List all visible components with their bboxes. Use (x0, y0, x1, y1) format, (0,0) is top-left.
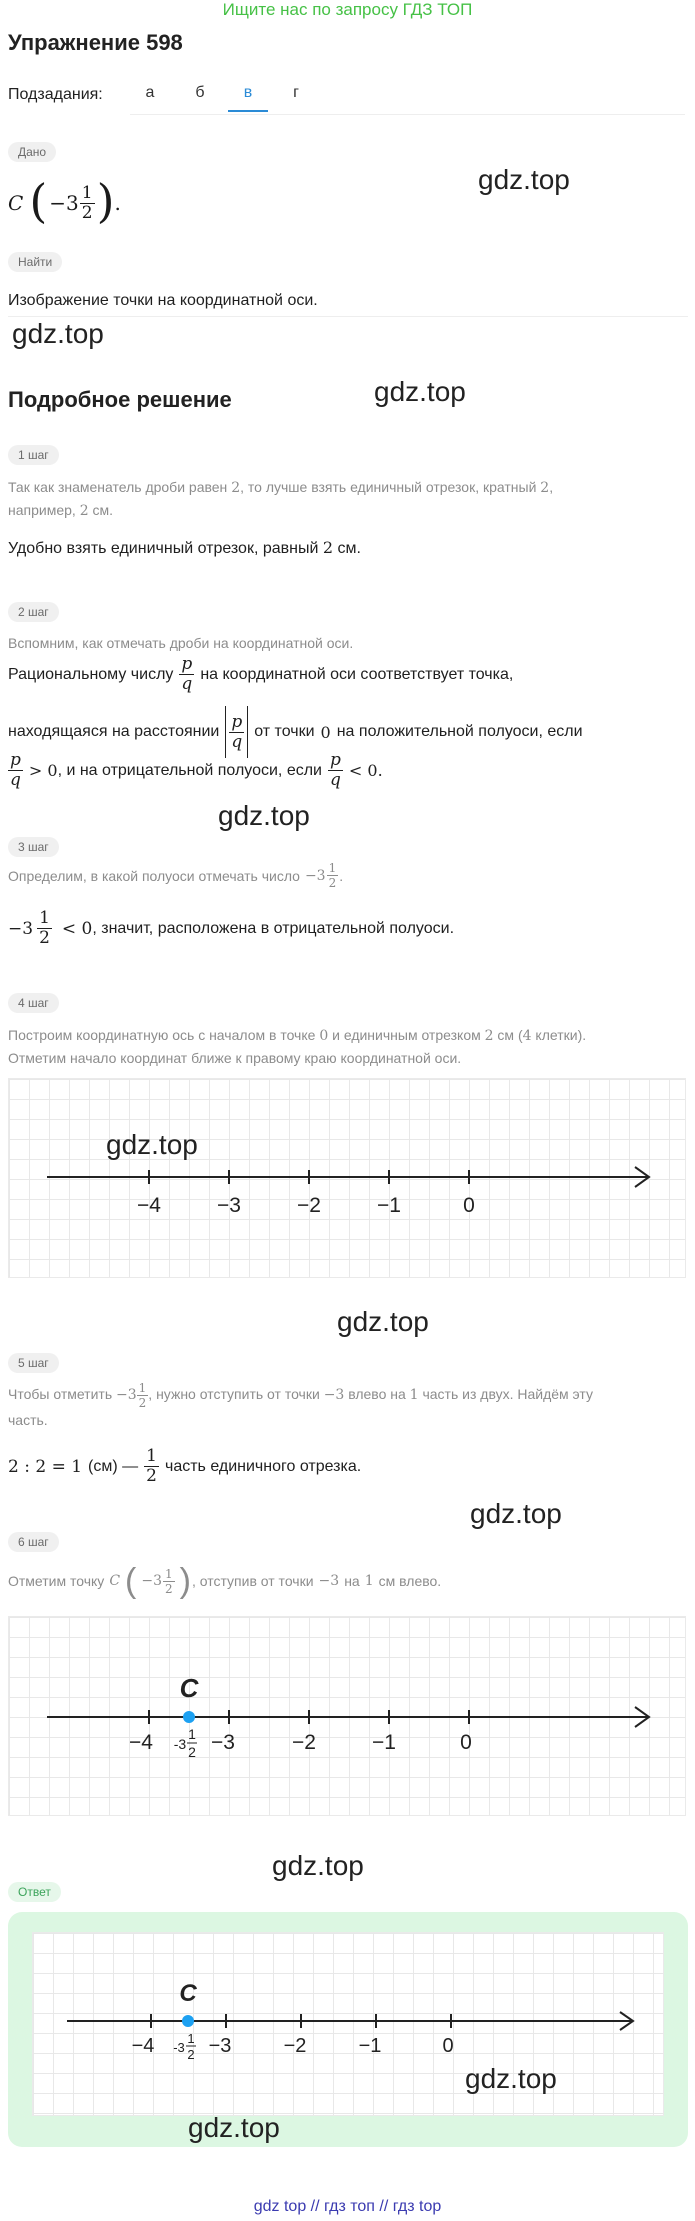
fraction (144, 1448, 159, 1485)
text: и единичным отрезком (328, 1027, 485, 1043)
number: 2 (79, 503, 89, 519)
given-point-letter: C (8, 191, 24, 215)
subtask-tab-a[interactable]: а (145, 84, 155, 101)
point-value-num: 1 (188, 1726, 196, 1742)
given-frac-den: 2 (81, 202, 93, 223)
fraction (163, 1568, 175, 1595)
number: 0 (320, 722, 331, 742)
text: влево на (348, 1386, 406, 1403)
frac-num: p (181, 654, 193, 674)
subtask-tab-b[interactable]: б (195, 84, 205, 101)
step-2-line-1 (8, 656, 513, 693)
footer-links (0, 2198, 695, 2216)
watermark: gdz.top (337, 1306, 429, 1337)
tick-label: −4 (137, 1194, 161, 1217)
solution-title: Подробное решение (8, 387, 232, 412)
text: . (339, 867, 344, 884)
given-frac-num: 1 (81, 182, 93, 203)
frac-den: 2 (328, 876, 337, 890)
step-3-explanation (8, 862, 343, 889)
step-1-main (8, 538, 361, 558)
tick-label: −1 (377, 1194, 401, 1217)
text: , значит, расположена в отрицательной полуоси. (92, 919, 455, 937)
answer-badge: Ответ (8, 1882, 61, 1902)
tick-label: 0 (442, 2035, 454, 2057)
paren: ( (125, 1562, 137, 1600)
inequality: < 0 (61, 918, 93, 939)
text: часть. (8, 1412, 48, 1428)
point-c-label: C (179, 1980, 197, 2007)
frac-den: 2 (165, 1581, 173, 1596)
fraction (37, 910, 52, 947)
frac-num: p (330, 750, 341, 770)
watermark: gdz.top (188, 2112, 280, 2143)
number-line (9, 1079, 685, 1277)
watermark: gdz.top (106, 1129, 198, 1160)
step-4-explanation (8, 1024, 693, 1069)
number: 2 (322, 538, 334, 557)
number: 1 (364, 1573, 374, 1589)
point-value-whole: -3 (173, 1736, 187, 1752)
step-1-badge: 1 шаг (8, 445, 59, 465)
tick-label: −4 (131, 2035, 155, 2057)
frac-den: q (330, 770, 341, 790)
text: Рациональному числу (8, 665, 174, 683)
text: от точки (254, 723, 315, 740)
number: −3 (116, 1387, 137, 1404)
number: −3 (141, 1573, 162, 1589)
footer-link-gdz-top-ru[interactable]: гдз топ (324, 2198, 375, 2215)
footer-link-gdz-top[interactable]: gdz top (253, 2198, 307, 2215)
text: см ( (493, 1027, 523, 1043)
frac-num: p (10, 750, 21, 770)
tick-label: −2 (283, 2035, 307, 2057)
separator: // (379, 2198, 389, 2215)
frac-den: q (181, 674, 193, 694)
page-title: Упражнение 598 (8, 30, 183, 55)
point-value-den: 2 (187, 2047, 195, 2062)
subtask-tab-v[interactable]: в (228, 84, 268, 112)
text: на положительной полуоси, если (336, 723, 583, 740)
text: см. (333, 540, 361, 557)
watermark: gdz.top (374, 376, 466, 407)
point-c-marker (182, 2015, 194, 2027)
step-5-calc (8, 1448, 361, 1485)
text: см. (88, 502, 114, 518)
frac-num: 1 (328, 861, 337, 875)
separator: // (310, 2198, 320, 2215)
text: на (344, 1573, 360, 1589)
fraction (137, 1382, 149, 1409)
tick-label: −3 (217, 1194, 241, 1217)
number: 4 (522, 1028, 532, 1044)
number: 2 (231, 480, 241, 496)
step-2-line-2 (8, 706, 583, 758)
fraction-p-q (229, 711, 244, 752)
point-letter: C (109, 1573, 121, 1589)
given-badge: Дано (8, 142, 56, 162)
text: часть единичного отрезка. (164, 1457, 362, 1475)
number: −3 (8, 918, 34, 939)
inequality: > 0 (28, 761, 58, 780)
fraction-p-q (8, 752, 23, 789)
frac-den: 2 (146, 1466, 157, 1486)
text: Отметим начало координат ближе к правому краю координатной оси. (8, 1050, 462, 1066)
watermark: gdz.top (218, 800, 310, 831)
tick-label: −3 (208, 2035, 232, 2057)
text: , отступив от точки (191, 1573, 314, 1589)
text: , (549, 479, 554, 495)
watermark: gdz.top (470, 1498, 562, 1529)
given-close-paren: ) (96, 174, 115, 228)
tick-label: −2 (297, 1194, 321, 1217)
text: Удобно взять единичный отрезок, равный (8, 540, 323, 557)
fraction-p-q (179, 656, 194, 693)
text: , нужно отступить от точки (148, 1386, 320, 1403)
frac-num: 1 (39, 908, 50, 928)
text: , и на отрицательной полуоси, если (57, 761, 322, 779)
point-value-den: 2 (188, 1744, 196, 1760)
tick-label: −1 (372, 1731, 396, 1754)
find-badge: Найти (8, 252, 62, 272)
given-open-paren: ( (29, 174, 48, 228)
text: см влево. (378, 1573, 442, 1589)
text: например, (8, 502, 80, 518)
step-5-badge: 5 шаг (8, 1353, 59, 1373)
given-whole: −3 (49, 191, 79, 215)
watermark: gdz.top (12, 318, 104, 349)
frac-den: q (10, 770, 21, 790)
step-1-explanation (8, 476, 678, 522)
tabs-divider (130, 114, 685, 115)
text: Построим координатную ось с началом в точке (8, 1027, 320, 1043)
point-c-label: C (179, 1673, 199, 1703)
watermark: gdz.top (478, 164, 570, 195)
tick-label: −1 (358, 2035, 382, 2057)
number-line (9, 1617, 685, 1815)
number: −3 (304, 867, 326, 884)
paren: ) (179, 1562, 191, 1600)
text: Чтобы отметить (8, 1386, 113, 1403)
text: Отметим точку (8, 1573, 105, 1589)
number: −3 (323, 1387, 345, 1404)
step-3-badge: 3 шаг (8, 837, 59, 857)
coordinate-grid (8, 1078, 686, 1278)
fraction-p-q (328, 752, 343, 789)
text: клетки). (531, 1027, 587, 1043)
frac-den: 2 (39, 928, 50, 948)
search-banner: Ищите нас по запросу ГДЗ ТОП (222, 0, 473, 19)
step-2-badge: 2 шаг (8, 602, 59, 622)
step-3-main (8, 910, 454, 947)
step-6-badge: 6 шаг (8, 1532, 59, 1552)
abs-fraction (225, 706, 248, 758)
number: 2 (484, 1028, 494, 1044)
text: (см) — (88, 1457, 139, 1475)
subtasks-label: Подзадания: (8, 86, 103, 103)
text: Определим, в какой полуоси отмечать число (8, 867, 300, 884)
text: , то лучше взять единичный отрезок, кратный (240, 479, 541, 495)
find-text: Изображение точки на координатной оси. (8, 292, 318, 309)
subtask-tab-g[interactable]: г (293, 84, 299, 101)
tick-label: −4 (129, 1731, 153, 1754)
given-expression (8, 174, 121, 228)
inequality: < 0 (348, 761, 378, 780)
text: находящаяся на расстоянии (8, 723, 220, 740)
point-value-whole: -3 (173, 2040, 185, 2055)
step-2-line-3 (8, 752, 383, 789)
text: на координатной оси соответствует точка, (200, 665, 514, 683)
number: 2 (540, 480, 550, 496)
watermark: gdz.top (465, 2063, 557, 2094)
coordinate-grid (8, 1616, 686, 1816)
frac-den: q (231, 731, 243, 752)
point-c-marker (183, 1711, 195, 1723)
text: Так как знаменатель дроби равен (8, 479, 232, 495)
frac-num: 1 (165, 1566, 173, 1581)
number: 0 (319, 1028, 329, 1044)
step-2-explanation: Вспомним, как отмечать дроби на координатной оси. (8, 635, 354, 651)
watermark: gdz.top (272, 1850, 364, 1881)
fraction (327, 862, 339, 889)
tick-label: 0 (463, 1194, 475, 1217)
tick-label: 0 (460, 1731, 472, 1754)
frac-num: p (231, 711, 243, 732)
step-6-explanation (8, 1564, 441, 1598)
number: −3 (318, 1573, 340, 1589)
frac-den: 2 (138, 1396, 147, 1410)
tick-label: −2 (292, 1731, 316, 1754)
frac-num: 1 (146, 1446, 157, 1466)
point-value-num: 1 (187, 2031, 195, 2046)
divider (8, 316, 688, 317)
step-4-badge: 4 шаг (8, 993, 59, 1013)
given-fraction (80, 182, 95, 223)
number-line (33, 1933, 663, 2115)
number: 1 (409, 1387, 419, 1404)
equation: 2 : 2 = 1 (8, 1456, 83, 1477)
answer-box (8, 1912, 688, 2147)
given-period: . (114, 191, 121, 215)
frac-num: 1 (138, 1381, 147, 1395)
footer-link-gdz-top-mixed[interactable]: гдз top (392, 2198, 442, 2215)
text: часть из двух. Найдём эту (422, 1386, 593, 1403)
step-5-explanation (8, 1382, 693, 1431)
tick-label: −3 (211, 1731, 235, 1754)
coordinate-grid (32, 1932, 664, 2116)
text: . (377, 761, 383, 780)
